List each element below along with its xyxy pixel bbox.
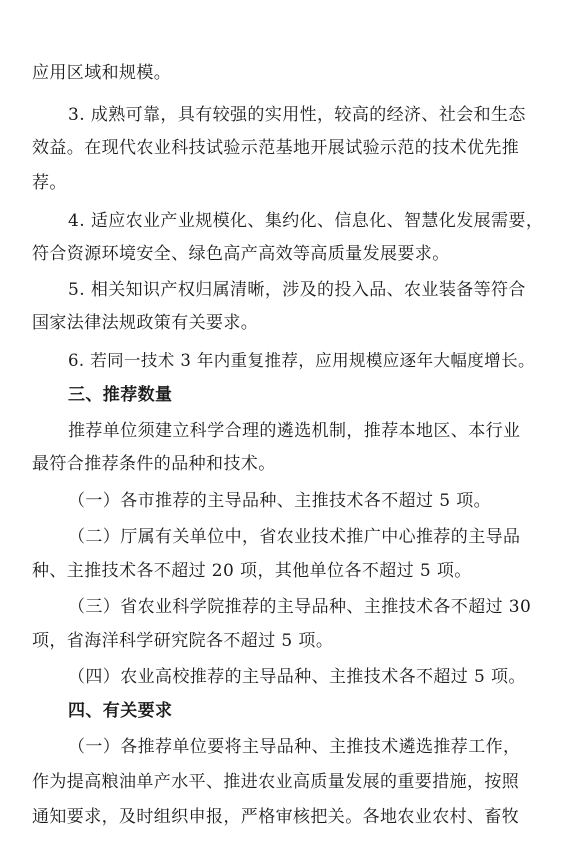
text-line: 通知要求，及时组织申报，严格审核把关。各地农业农村、畜牧	[32, 807, 520, 827]
text-line: 国家法律法规政策有关要求。	[32, 313, 259, 333]
text-line: 4. 适应农业产业规模化、集约化、信息化、智慧化发展需要，	[68, 211, 544, 231]
text-line: （二）厅属有关单位中，省农业技术推广中心推荐的主导品	[68, 527, 521, 547]
text-line: 应用区域和规模。	[32, 63, 172, 83]
text-line: 种、主推技术各不超过 20 项，其他单位各不超过 5 项。	[32, 561, 472, 581]
text-line: 3. 成熟可靠，具有较强的实用性，较高的经济、社会和生态	[68, 105, 526, 125]
section-heading: 四、有关要求	[68, 701, 173, 721]
text-line: 5. 相关知识产权归属清晰，涉及的投入品、农业装备等符合	[68, 280, 526, 300]
text-line: （四）农业高校推荐的主导品种、主推技术各不超过 5 项。	[68, 667, 526, 687]
text-line: （一）各市推荐的主导品种、主推技术各不超过 5 项。	[68, 491, 492, 511]
text-line: （一）各推荐单位要将主导品种、主推技术遴选推荐工作，	[68, 737, 521, 757]
text-line: 符合资源环境安全、绿色高产高效等高质量发展要求。	[32, 244, 450, 264]
text-line: 最符合推荐条件的品种和技术。	[32, 454, 276, 474]
text-line: 效益。在现代农业科技试验示范基地开展试验示范的技术优先推	[32, 138, 520, 158]
text-line: 推荐单位须建立科学合理的遴选机制，推荐本地区、本行业	[68, 421, 521, 441]
text-line: （三）省农业科学院推荐的主导品种、主推技术各不超过 30	[68, 597, 532, 617]
section-heading: 三、推荐数量	[68, 385, 173, 405]
text-line: 6. 若同一技术 3 年内重复推荐，应用规模应逐年大幅度增长。	[68, 351, 535, 370]
text-line: 项，省海洋科学研究院各不超过 5 项。	[32, 631, 334, 651]
text-line: 荐。	[32, 173, 67, 193]
text-line: 作为提高粮油单产水平、推进农业高质量发展的重要措施，按照	[32, 772, 520, 792]
